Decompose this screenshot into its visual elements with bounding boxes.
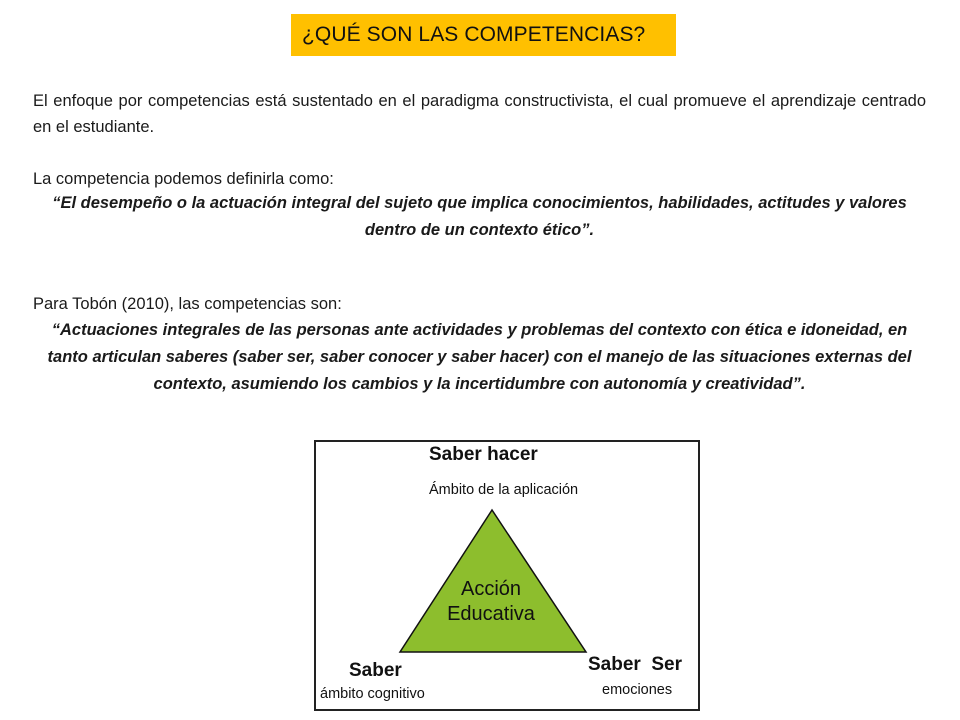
triangle-label	[436, 577, 546, 627]
definition-intro: La competencia podemos definirla como:	[33, 170, 334, 188]
title-banner	[291, 14, 676, 56]
intro-paragraph: El enfoque por competencias está sustentado en el paradigma constructivista, el cual promueve el aprendizaje centrado en el estudiante.	[33, 92, 926, 136]
saber-hacer-subtitle: Ámbito de la aplicación	[429, 482, 579, 498]
triangle-label-line1: Acción	[460, 578, 522, 600]
tobon-quote: “Actuaciones integrales de las personas ante actividades y problemas del contexto con ética e idoneidad, en tanto articulan saberes (saber ser, saber conocer y saber hacer) con el manejo de las situaciones externas del contexto, asumiendo los cambios y la incertidumbre con autonomía y creatividad”.	[47, 321, 912, 393]
saber-title: Saber	[349, 660, 402, 681]
saber-ser-title: Saber Ser	[588, 654, 682, 675]
saber-subtitle: ámbito cognitivo	[320, 686, 425, 702]
saber-hacer-title: Saber hacer	[429, 444, 538, 465]
tobon-intro: Para Tobón (2010), las competencias son:	[33, 295, 342, 313]
triangle-label-line2: Educativa	[447, 603, 535, 625]
definition-quote: “El desempeño o la actuación integral del sujeto que implica conocimientos, habilidades, actitudes y valores dentro de un contexto ético”.	[52, 194, 907, 239]
saber-ser-subtitle: emociones	[602, 682, 673, 698]
page-title: ¿QUÉ SON LAS COMPETENCIAS?	[302, 23, 646, 46]
competencies-diagram	[314, 440, 700, 711]
